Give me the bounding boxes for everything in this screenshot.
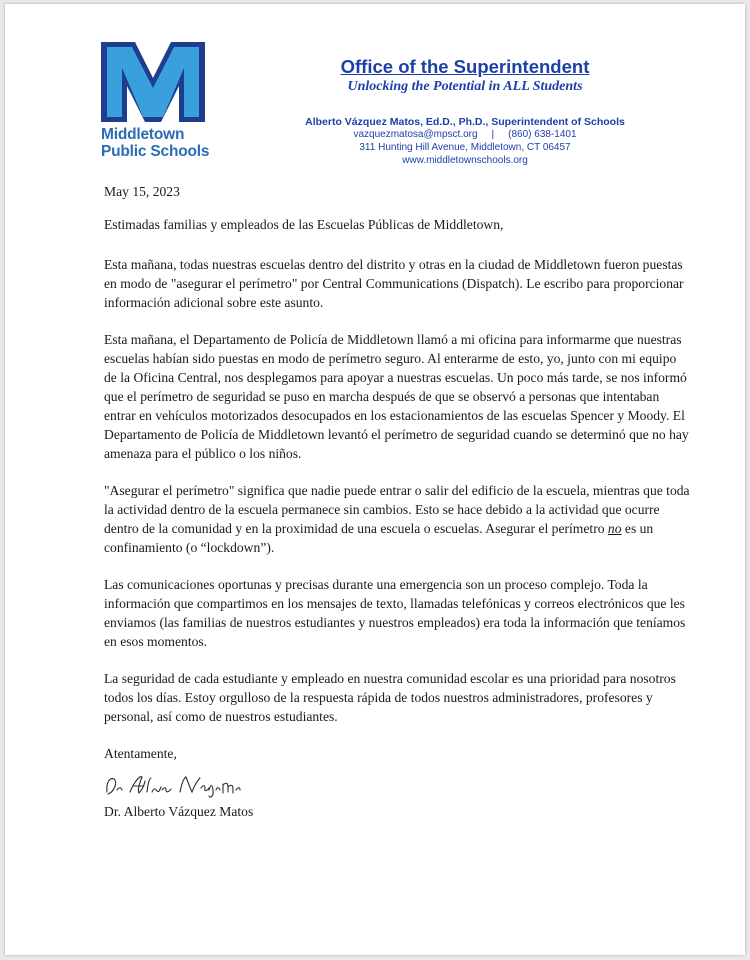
- letter-body: [104, 182, 692, 821]
- paragraph-4: Las comunicaciones oportunas y precisas durante una emergencia son un proceso complejo. Toda la información que compartimos en los mensajes de texto, llamadas telefónicas y correos electrónicos que les enviamos (las familias de nuestros estudiantes y nuestros empleados) era toda la información que teníamos en esos momentos.: [104, 577, 686, 649]
- emphasis-no: no: [607, 521, 622, 536]
- address: 311 Hunting Hill Avenue, Middletown, CT 06457: [359, 142, 571, 153]
- office-title: Office of the Superintendent: [340, 56, 590, 77]
- paragraph-3: [104, 481, 692, 557]
- paragraph-1: Esta mañana, todas nuestras escuelas dentro del distrito y otras en la ciudad de Middletown fueron puestas en modo de "asegurar el perímetro" por Central Communications (Dispatch). Le escribo para proporcionar información adicional sobre este asunto.: [104, 257, 684, 310]
- closing: Atentamente,: [104, 746, 177, 761]
- signature-icon: [104, 768, 244, 802]
- letter-date: May 15, 2023: [104, 184, 180, 199]
- superintendent-name: Alberto Vázquez Matos, Ed.D., Ph.D., Superintendent of Schools: [305, 116, 625, 128]
- letter-page: [5, 4, 745, 955]
- paragraph-2: Esta mañana, el Departamento de Policía de Middletown llamó a mi oficina para informarme que nuestras escuelas habían sido puestas en modo de perímetro seguro. Al enterarme de esto, yo, junto con mi equipo de la Oficina Central, nos desplegamos para apoyar a nuestras escuelas. Un poco más tarde, se nos informó que el perímetro de seguridad se puso en marcha después de que se observó a personas que intentaban entrar en vehículos motorizados desocupados en los estacionamientos de las escuelas Spencer y Moody. El Departamento de Policía de Middletown levantó el perímetro de seguridad cuando se determinó que no hay amenaza para el público o los niños.: [104, 332, 689, 461]
- signer-name: Dr. Alberto Vázquez Matos: [104, 804, 254, 819]
- letterhead: [275, 56, 655, 167]
- logo-line1: Middletown: [101, 126, 185, 143]
- paragraph-3-end: es un confinamiento (o “lockdown”).: [104, 521, 654, 555]
- contact-separator: |: [491, 129, 495, 140]
- greeting: Estimadas familias y empleados de las Escuelas Públicas de Middletown,: [104, 217, 504, 232]
- paragraph-5: La seguridad de cada estudiante y empleado en nuestra comunidad escolar es una prioridad para nosotros todos los días. Estoy orgulloso de la respuesta rápida de todos nuestros administradores, profesores y personal, así como de nuestros estudiantes.: [104, 671, 676, 724]
- slogan: Unlocking the Potential in ALL Students: [347, 79, 583, 94]
- contact-line: [275, 128, 655, 141]
- logo-line2: Public Schools: [101, 143, 210, 160]
- email-link[interactable]: vazquezmatosa@mpsct.org: [353, 129, 478, 140]
- m-logo-icon: [101, 42, 205, 122]
- signature-stroke: [107, 777, 240, 798]
- district-logo: [101, 42, 213, 160]
- website-link[interactable]: www.middletownschools.org: [402, 155, 528, 166]
- phone-number: (860) 638-1401: [508, 129, 577, 140]
- paragraph-3-main: "Asegurar el perímetro" significa que nadie puede entrar o salir del edificio de la escuela, mientras que toda la actividad dentro de la escuela permanece sin cambios. Esto se hace debido a la actividad que ocurre dentro de la comunidad y en la proximidad de una escuela o escuelas. Asegurar el perímetro: [104, 483, 690, 536]
- handwritten-signature: [104, 768, 692, 802]
